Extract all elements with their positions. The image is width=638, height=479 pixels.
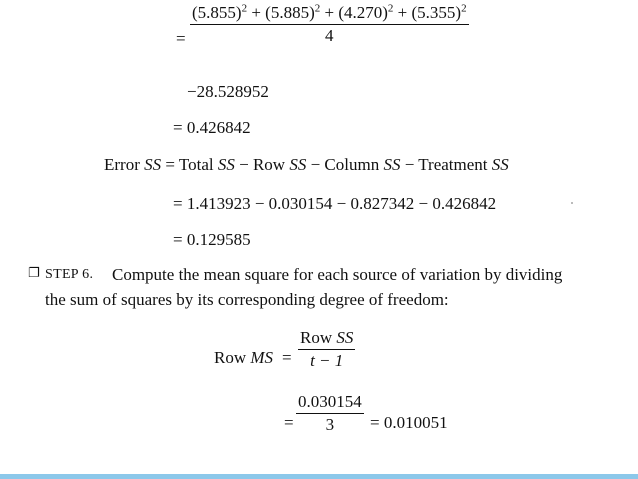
eq1-term-exponent: 2: [461, 2, 467, 15]
eq1-term-exponent: 2: [314, 2, 321, 15]
step-bullet-icon: ❐: [28, 266, 40, 281]
row-ms-label-word: Row: [214, 348, 251, 367]
error-ss-terms: [179, 155, 509, 174]
row-ms-equals: =: [282, 348, 292, 367]
eq1-term-exponent: 2: [387, 2, 394, 15]
eq2-value: −28.528952: [187, 82, 269, 101]
error-ss-label-ss: SS: [144, 155, 162, 174]
error-ss-term-word: Total: [178, 155, 218, 174]
eq3-value: = 0.426842: [173, 118, 251, 137]
error-ss-term-ss: SS: [383, 155, 401, 174]
eq1-denominator: 4: [325, 25, 334, 45]
error-ss-formula: [104, 156, 509, 173]
row-ms-fraction: [298, 329, 355, 370]
row-ms-value-fraction: [296, 393, 364, 434]
eq1-plus-operator: +: [320, 3, 339, 22]
eq1-term-base: (5.885): [265, 3, 315, 22]
eq1-plus-operator: +: [247, 3, 266, 22]
step-label: STEP 6.: [45, 267, 94, 282]
row-ms-num-word: Row: [300, 328, 337, 347]
row-ms-value-denominator: 3: [325, 414, 335, 434]
error-ss-equals: =: [161, 155, 179, 174]
error-ss-term-word: Row: [252, 155, 290, 174]
eq6-value: = 0.129585: [173, 230, 251, 249]
step-line1: Compute the mean square for each source of variation by dividing: [112, 265, 563, 284]
eq1-fraction: [190, 4, 469, 45]
row-ms-label-ms: MS: [250, 348, 274, 367]
row-ms-denominator: [298, 350, 355, 370]
step-line2: the sum of squares by its corresponding degree of freedom:: [45, 290, 449, 309]
error-ss-minus-operator: −: [306, 155, 325, 174]
error-ss-term-ss: SS: [217, 155, 235, 174]
eq1-term-base: (4.270): [338, 3, 388, 22]
row-ms-numerator: [298, 329, 355, 350]
bottom-rule: [0, 474, 638, 479]
error-ss-term-word: Treatment: [418, 155, 492, 174]
error-ss-label-word: Error: [104, 155, 145, 174]
row-ms-label: [214, 349, 273, 366]
eq5-value: = 1.413923 − 0.030154 − 0.827342 − 0.426842: [173, 194, 497, 213]
error-ss-term-ss: SS: [491, 155, 509, 174]
row-ms-den-text: t − 1: [310, 350, 344, 370]
row-ms-value-numerator: 0.030154: [296, 393, 364, 414]
row-ms-value-equals: =: [284, 413, 294, 432]
eq1-term-exponent: 2: [241, 2, 248, 15]
eq1-plus-operator: +: [393, 3, 412, 22]
error-ss-minus-operator: −: [234, 155, 253, 174]
speck-dot: [571, 202, 573, 204]
error-ss-minus-operator: −: [400, 155, 419, 174]
row-ms-result: = 0.010051: [370, 413, 448, 432]
eq1-term-base: (5.355): [411, 3, 462, 22]
eq1-numerator: [190, 4, 469, 25]
eq1-term-base: (5.855): [192, 3, 242, 22]
error-ss-term-word: Column: [324, 155, 384, 174]
row-ms-num-ss: SS: [336, 328, 354, 347]
eq1-equals: =: [176, 29, 186, 48]
error-ss-term-ss: SS: [289, 155, 307, 174]
